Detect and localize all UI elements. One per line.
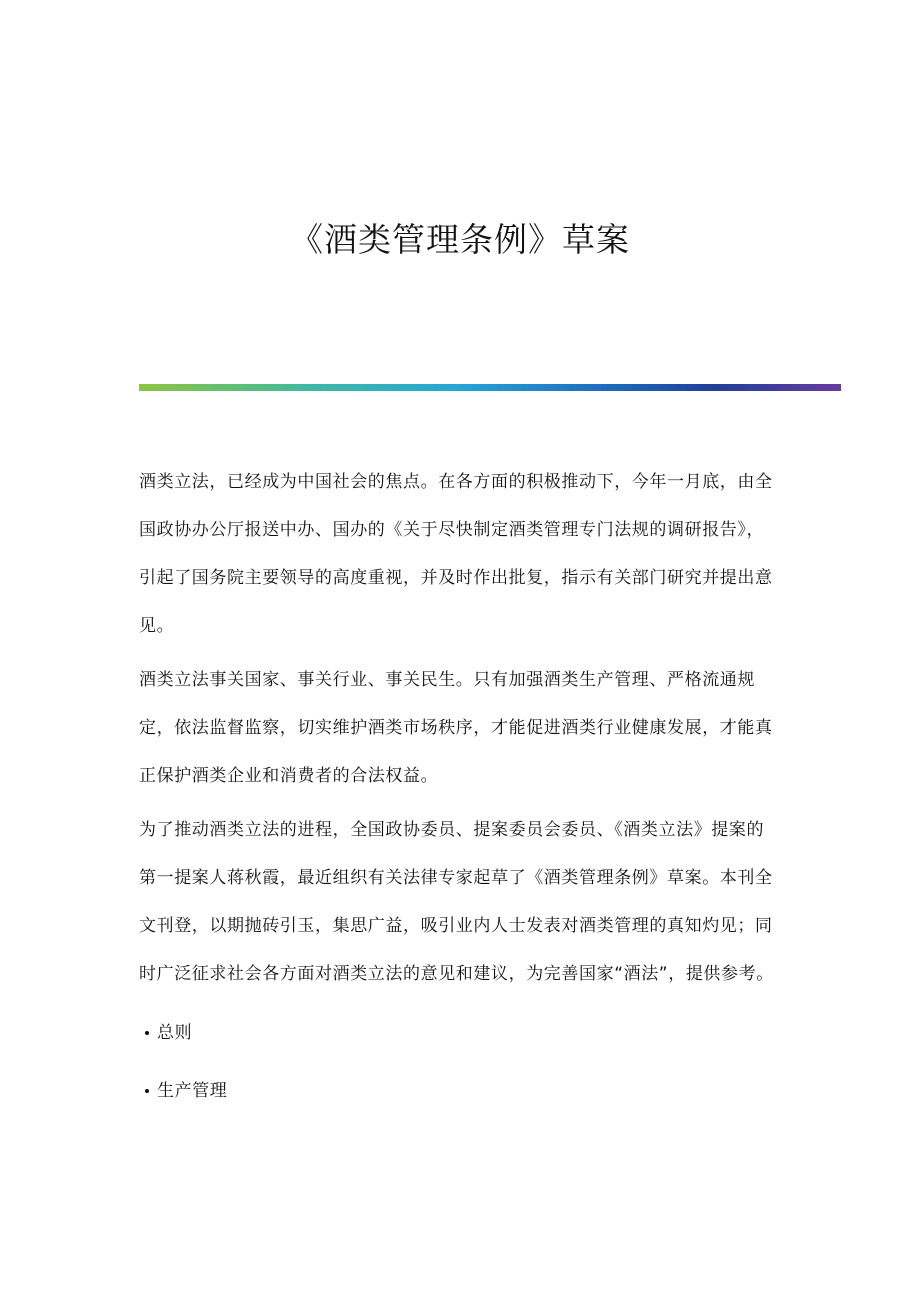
document-title: 《酒类管理条例》草案 (290, 220, 630, 259)
paragraph-1: 酒类立法，已经成为中国社会的焦点。在各方面的积极推动下，今年一月底，由全国政协办公厅报送中办、国办的《关于尽快制定酒类管理专门法规的调研报告》，引起了国务院主要领导的高度重视，并及时作出批复，指示有关部门研究并提出意见。 (139, 472, 773, 636)
paragraph-3: 为了推动酒类立法的进程，全国政协委员、提案委员会委员、《酒类立法》提案的第一提案人蒋秋霞，最近组织有关法律专家起草了《酒类管理条例》草案。本刊全文刊登，以期抛砖引玉，集思广益，吸引业内人士发表对酒类管理的真知灼见；同时广泛征求社会各方面对酒类立法的意见和建议，为完善国家“酒法”，提供参考。 (139, 820, 774, 984)
list-item-label: 生产管理 (157, 1081, 228, 1101)
gradient-divider (139, 384, 841, 391)
section-list (139, 1004, 779, 1120)
list-item (139, 1004, 779, 1062)
bullet-icon (145, 1031, 149, 1035)
document-body (139, 458, 779, 1120)
list-item (139, 1062, 779, 1120)
paragraph-2: 酒类立法事关国家、事关行业、事关民生。只有加强酒类生产管理、严格流通规定，依法监督监察，切实维护酒类市场秩序，才能促进酒类行业健康发展，才能真正保护酒类企业和消费者的合法权益。 (139, 670, 773, 786)
bullet-icon (145, 1089, 149, 1093)
list-item-label: 总则 (157, 1023, 193, 1043)
